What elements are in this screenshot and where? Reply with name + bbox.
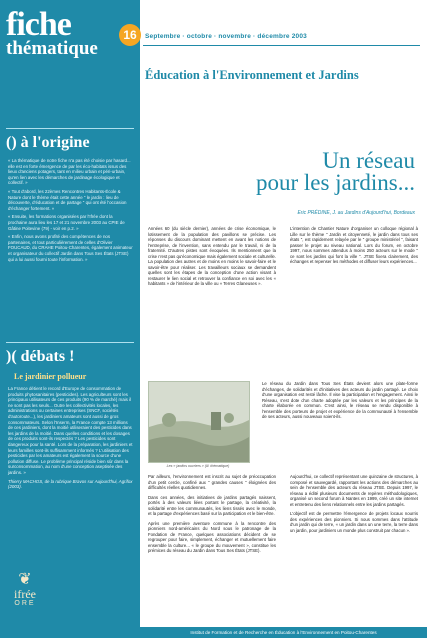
debates-paragraph: La France détient le record d'Europe de consommation de produits phytosanitaires (pesticides). Les agriculteurs sont les principaux utilisateurs de ces produits (90 % de marché) mais il ne sont pas les seuls... Outre les collectivités locales, les administrations ou certaines entreprises (SNCF, sociétés d'autoroute...), les jardiniers amateurs sont aussi de gros consommateurs. Selon l'Inserm, la France compte 13 millions de ces jardiniers, dont la moitié utiliseraient des pesticides dans les jardins de la moitié. Dans quelles conditions et les dosages de ces produits sont-ils respectés ? Les pesticides sont dangereux pour la santé. Lors de la préparation, les jardiniers et leurs familles sont-ils suffisamment informés ? L'utilisation des pesticides par les amateurs est également la source d'une pollution diffuse. Le problème principal réside bien sûr dans la surconsommation, au nom d'une conception aseptisée des jardins. »	[8, 386, 133, 475]
origin-paragraph: « Ensuite, les formations organisées par l'Ifrée dont la prochaine aura lieu les 17 et 21 novembre 2003 au CPIE de Gâtine Poitevine (79) - voir en p.2. »	[8, 214, 125, 231]
brand-logo	[6, 6, 98, 59]
body-paragraph: Par ailleurs, l'environnement est inscrit au sujet de préoccupation d'un petit cercle, confiné aux " grandes causes " éloignées des difficultés réelles quotidiennes.	[148, 474, 276, 490]
origin-heading: () à l'origine	[6, 134, 90, 151]
divider	[6, 342, 134, 343]
debates-subtitle: Le jardinier pollueur	[14, 372, 87, 381]
body-paragraph: Aujourd'hui, ce collectif représentant une quinzaine de structures, à composé et sauvegardé, rapportant les actions des démarches au sein de l'ensemble des acteurs du réseau JTSE. Depuis 1997, le réseau a édité plusieurs documents de repères méthodologiques, organisé un second forum à Nantes en 1999, créé un site internet et entretenu des liens relationnels entre les jardins partagés.	[290, 474, 418, 507]
issue-number-badge: 16	[119, 24, 141, 46]
footer: Institut de Formation et de Recherche en Éducation à l'Environnement en Poitou-Charentes	[140, 627, 427, 638]
garden-photo	[148, 381, 250, 463]
byline: Eric PRÉDINE, J. au Jardins d'Aujourd'hui, Bordeaux	[297, 210, 415, 216]
body-column-left-top	[148, 226, 276, 291]
origin-paragraph: « Enfin, nous avons profité des compétences de nos partenaires, et tout particulièrement de celles d'Olivier FOUCAUD, du CRAHE Poitou-Charentes, également animateur et organisateur du collectif Jardin dans Tous Ses États (JTSE) qui a lui aussi fourni toute l'information. »	[8, 234, 133, 262]
body-paragraph: Après une première aventure commune à la rencontre des pionniers nord-américains du Nord sous le patronage de la Fondation de France, quelques associations décident de se regrouper pour faire, simplement, échanger et mutuellement faire ensemble la culture... « le groupe du mouvement », constitue les prémices du réseau du Jardin dans Tous Ses États (JTSE).	[148, 520, 276, 553]
bird-icon: ❦	[18, 571, 32, 588]
debates-text	[8, 386, 133, 493]
title-line1: Un réseau	[322, 148, 415, 173]
body-paragraph: Le réseau du Jardin dans Tous Ses États devient alors une plate-forme d'échanges, de solidarités et d'initiatives des acteurs du jardin partagé. Le choix d'une organisation est resté lâche. Il vise la participation et l'engagement. Ainsi le Réseau, s'est dote d'un charte adoptée par les valeurs et les principes de la charte élaborée en commun. C'est ainsi, le réseau se rendu disponible à l'ensemble des porteurs de projet et expérience de la communauté à l'ensemble de ses acteurs, aussi nouveaux soient-ils.	[262, 381, 418, 419]
body-paragraph: Années 60 (du siècle dernier), années de crise économique, le lotissement de la population des pavillons se précise. Les réponses du discours dominant mettent en avant les notions de l'entreprise, de l'invention, sans entendu par le travail, ni de la fraternité. D'autres pistes sont évoquées. Ils mentionnent que la crise n'est pas qu'économique mais également sociale et culturelle. La population des autres et de moins en moins le savoir-faire et le savoir-être pour réaliser. Les travailleurs sociaux se demandent quelles sont les étapes de la conception d'une action visant à restaurer le lien social et retrouver la confiance en soi avec les « habitants » de l'intérieur de la ville ou « Terres Glaneuses ».	[148, 226, 276, 286]
origin-paragraph: « La thématique de notre fiche n'a pas été choisie par hasard... elle est en forte émergence de par les éco-habitats issus des lieux d'anciens potagers, tant en milieu urbain et péri-urbain, qu'en lien avec les démarches de jardinage écologique et collectif. »	[8, 158, 131, 186]
body-column-right-top	[290, 226, 418, 269]
issue-dates: Septembre · octobre · novembre · décembre 2003	[145, 33, 308, 40]
sidebar	[0, 0, 140, 638]
body-paragraph: L'objectif est de permettre l'émergence de projets locaux nourris des expériences des pionniers. Si nous sommes dans l'attitude d'un jardin qui de terre, « un jardin dans un une terre, la terre dans un jardin, pour jardiniers un monde plus construit par chacun ».	[290, 511, 418, 533]
debates-heading: )( débats !	[6, 348, 75, 365]
origin-text	[8, 158, 133, 265]
body-paragraph: L'intention de Chantier Nature d'organiser un colloque régional à Lille sur le thème " Jardin et citoyenneté, le jardin dans tous ses états ", est rapidement relayée par le " groupe ministériel ", faisant passer le projet au niveau national. Lors du forum, en octobre 1997, nous sommes attendus à moins 250 acteurs sur le mode " ce sont les jardins qui font la ville ". JTSE fixera clairement, des échanges et repenser les méthodes et diffuser leurs expériences...	[290, 226, 418, 264]
logo-line1: ifrée	[14, 587, 36, 601]
brand-fiche: fiche	[6, 6, 71, 43]
body-column-right-mid	[262, 381, 418, 424]
ifree-logo	[14, 572, 36, 607]
divider	[6, 128, 134, 129]
debates-signature: Thierry MACHOS, de la rubrique Bravos sur Aujourd'hui, Agrifox (2003).	[8, 478, 133, 490]
body-column-left-bottom	[148, 474, 276, 558]
page-title	[256, 150, 415, 194]
photo-caption: Les « jardins ouvriers » (ill. thématique)	[166, 464, 230, 468]
header-divider	[143, 45, 420, 46]
brand-thematique: thématique	[6, 38, 98, 59]
logo-line2: ORE	[14, 600, 36, 607]
body-paragraph: Dans ces années, des initiatives de jardins partagés naissent, portés à des valeurs liées portant le partage, la créativité, la solidarité entre les communautés, les liens tissés avec le monde, et la partage d'expériences basé sur la participation et le bien-être.	[148, 494, 276, 516]
origin-paragraph: « Tout d'abord, les 22èmes Rencontres Habitants-École & Nature dont le thème était cette année " le jardin : lieu de découverte, d'éducation et de partage " qui ont été l'occasion d'échanger fortement. »	[8, 188, 127, 211]
body-column-right-bottom	[290, 474, 418, 537]
title-line2: pour les jardins...	[255, 170, 415, 195]
topic-heading: Éducation à l'Environnement et Jardins	[145, 68, 359, 82]
